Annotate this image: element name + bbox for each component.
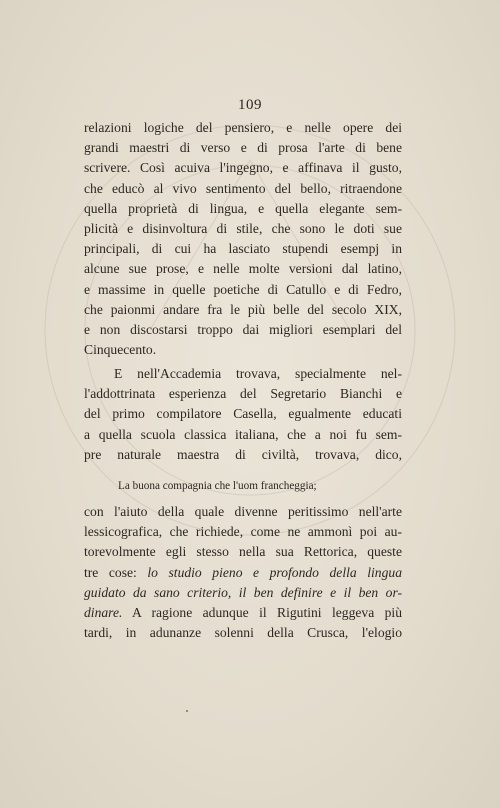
paragraph-1 — [84, 118, 402, 360]
text-line: E nell'Accademia trovava, specialmente nel- — [114, 366, 402, 381]
text-line: l'addottrinata esperienza del Segretario Bianchi e — [84, 386, 402, 402]
text-line — [84, 563, 402, 583]
paragraph-3 — [84, 502, 402, 643]
italic-quotation: dinare. — [84, 605, 123, 621]
text-line: principali, di cui ha lasciato stupendi esempj in — [84, 241, 402, 257]
text-line: pre naturale maestra di civiltà, trovava, dico, — [84, 446, 402, 462]
italic-quotation: lo studio pieno e profondo della lingua — [147, 564, 402, 580]
text-line: scrivere. Così acuiva l'ingegno, e affinava il gusto, — [84, 160, 402, 176]
text-line-prefix: tre cose: — [84, 564, 148, 580]
text-line: con l'aiuto della quale divenne peritissimo nell'arte — [84, 504, 402, 519]
text-line: e non discostarsi troppo dai migliori esemplari del — [84, 322, 402, 338]
text-line: lessicografica, che richiede, come ne ammonì poi au- — [84, 524, 402, 540]
text-line: del primo compilatore Casella, egualmente educati — [84, 406, 402, 422]
verse-quote: La buona compagnia che l'uom francheggia; — [118, 480, 317, 492]
text-line: torevolmente egli stesso nella sua Rettorica, queste — [84, 544, 402, 560]
text-line: quella proprietà di lingua, e quella elegante sem- — [84, 200, 402, 216]
paper-speck — [186, 710, 188, 712]
text-line: tardi, in adunanze solenni della Crusca, l'elogio — [84, 625, 402, 641]
text-line-rest: A ragione adunque il Rigutini leggeva più — [122, 605, 402, 621]
text-line: relazioni logiche del pensiero, e nelle opere dei — [84, 120, 402, 135]
text-line: alcune sue prose, e nelle molte versioni dal latino, — [84, 261, 402, 277]
text-line: e massime in quelle poetiche di Catullo e di Fedro, — [84, 281, 402, 297]
text-line: che educò al vivo sentimento del bello, ritraendone — [84, 180, 402, 196]
text-line — [84, 603, 402, 623]
paragraph-2 — [84, 364, 402, 465]
text-line: grandi maestri di verso e di prosa l'arte di bene — [84, 140, 402, 156]
text-line: che paionmi andare fra le più belle del secolo XIX, — [84, 301, 402, 317]
text-line — [84, 583, 402, 603]
text-line: a quella scuola classica italiana, che a noi fu sem- — [84, 426, 402, 442]
page-number: 109 — [238, 97, 262, 113]
text-line: plicità e disinvoltura di stile, che sono le doti sue — [84, 221, 402, 237]
text-line: Cinquecento. — [84, 342, 157, 358]
italic-quotation: guidato da sano criterio, il ben definire e il ben or- — [84, 584, 402, 600]
